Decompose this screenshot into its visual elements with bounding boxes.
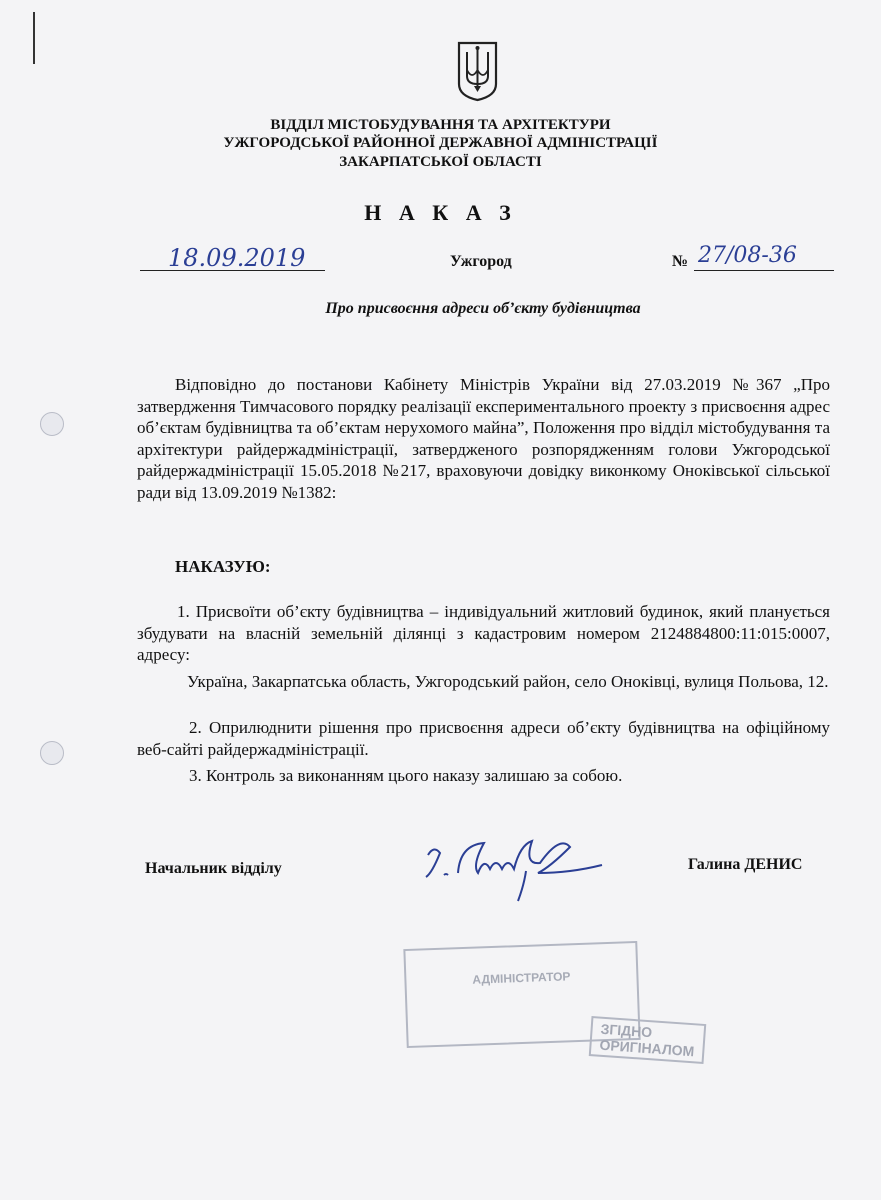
- order-subject: Про присвоєння адреси об’єкту будівництва: [325, 300, 641, 317]
- order-item-1: 1. Присвоїти об’єкту будівництва – індивідуальний житловий будинок, який планується збудувати на власній земельній ділянці з кадастровим номером 2124884800:11:015:0007, адресу:: [137, 602, 830, 664]
- number-underline: [694, 270, 834, 271]
- signatory-name: Галина ДЕНИС: [688, 856, 803, 873]
- handwritten-date: 18.09.2019: [168, 244, 306, 272]
- hole-punch-icon: [40, 412, 64, 436]
- org-name-line2: УЖГОРОДСЬКОЇ РАЙОННОЇ ДЕРЖАВНОЇ АДМІНІСТРАЦІЇ: [223, 135, 658, 151]
- trident-emblem-icon: [455, 40, 500, 102]
- order-address: Україна, Закарпатська область, Ужгородський район, село Оноківці, вулиця Польова, 12.: [187, 672, 829, 691]
- page-edge-mark: [33, 12, 35, 64]
- handwritten-order-number: 27/08-36: [698, 243, 797, 268]
- stamp-line2: ЗГІДНО: [600, 1020, 653, 1041]
- preamble-paragraph: Відповідно до постанови Кабінету Міністрів України від 27.03.2019 №367 „Про затвердження Тимчасового порядку реалізації експериментального проекту з присвоєння адрес об’єктам будівництва та об’єктам нерухомого майна”, Положення про відділ містобудування та архітектури райдержадміністрації, затвердженого розпорядженням голови Ужгородської райдержадміністрації 15.05.2018 №217, враховуючи довідку виконкому Оноківської сільської ради від 13.09.2019 №1382:: [137, 375, 830, 502]
- true-copy-stamp: [589, 1016, 706, 1064]
- hole-punch-icon: [40, 741, 64, 765]
- city-label: Ужгород: [450, 253, 512, 270]
- order-item-2: 2. Оприлюднити рішення про присвоєння адреси об’єкту будівництва на офіційному веб-сайті райдержадміністрації.: [137, 718, 830, 759]
- stamp-line1: АДМІНІСТРАТОР: [472, 969, 571, 987]
- stamp-line3: ОРИГІНАЛОМ: [598, 1036, 695, 1060]
- number-label: №: [672, 253, 689, 270]
- signatory-title: Начальник відділу: [145, 860, 282, 877]
- order-heading: НАКАЗУЮ:: [175, 557, 271, 576]
- handwritten-signature: [420, 825, 620, 905]
- org-name-line3: ЗАКАРПАТСЬКОЇ ОБЛАСТІ: [339, 154, 542, 170]
- date-underline: [140, 270, 325, 271]
- order-item-3: 3. Контроль за виконанням цього наказу залишаю за собою.: [189, 766, 623, 785]
- document-type-title: Н А К А З: [364, 200, 517, 225]
- org-name-line1: ВІДДІЛ МІСТОБУДУВАННЯ ТА АРХІТЕКТУРИ: [270, 117, 611, 133]
